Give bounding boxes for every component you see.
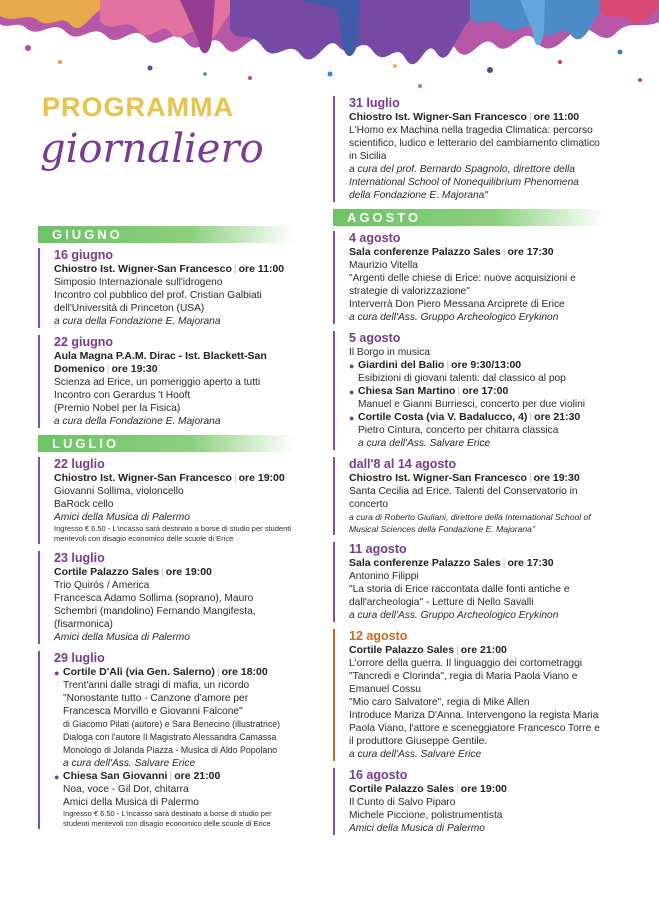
event-organizer: a cura dell'Ass. Gruppo Archeologico Erykinon: [349, 312, 559, 323]
event-description: Il Borgo in musica: [349, 347, 430, 358]
event-description: Michele Piccione, polistrumentista: [349, 810, 503, 821]
event-venue: [54, 350, 294, 376]
separator-icon: |: [502, 557, 506, 569]
event-block: [333, 542, 603, 622]
separator-icon: |: [233, 263, 237, 275]
venue-name: Cortile Palazzo Sales: [349, 644, 455, 656]
event-venue: [349, 246, 603, 259]
event-block: [333, 231, 603, 324]
separator-icon: |: [528, 111, 532, 123]
event-description: Francesca Adamo Sollima (soprano), Mauro Schembri (mandolino) Fernando Mangifesta, (fisarmonica): [54, 593, 256, 630]
event-venue: [349, 644, 603, 657]
event-venue: [54, 472, 294, 485]
separator-icon: |: [169, 770, 173, 782]
event-venue: [54, 566, 294, 579]
event-time: ore 19:00: [238, 472, 285, 484]
event-venue: [54, 666, 294, 679]
event-block: [333, 331, 603, 450]
event-organizer: a cura dell'Ass. Salvare Erice: [358, 438, 491, 449]
event-organizer: Amici della Musica di Palermo: [349, 823, 485, 834]
separator-icon: |: [216, 666, 220, 678]
event-description: L'Homo ex Machina nella tragedia Climatica: percorso scientifico, ludico e letterario del cambiamento climatico in Sicilia: [349, 125, 600, 162]
venue-name: Chiesa San Martino: [358, 385, 456, 397]
venue-name: Sala conferenze Palazzo Sales: [349, 246, 501, 258]
venue-name: Chiesa San Giovanni: [63, 770, 168, 782]
event-venue: [54, 263, 294, 276]
event-description: Maurizio Vitella: [349, 260, 418, 271]
event-date: 22 luglio: [54, 457, 105, 471]
event-date: 16 giugno: [54, 248, 114, 262]
event-description: Trio Quirós / America: [54, 580, 150, 591]
event-block: [38, 457, 294, 544]
event-block: [38, 248, 294, 328]
separator-icon: |: [456, 783, 459, 795]
event-date: dall'8 al 14 agosto: [349, 457, 457, 471]
event-time: ore 11:00: [533, 111, 580, 123]
event-description: Santa Cecilia ad Erice. Talenti del Conservatorio in concerto: [349, 486, 578, 510]
bullet-icon: ●: [54, 772, 60, 782]
event-description: Interverrà Don Piero Messana Arciprete di Erice: [349, 299, 565, 310]
event-time: ore 19:00: [460, 783, 507, 795]
venue-name: Giardini del Balio: [358, 359, 445, 371]
ticket-note: Ingresso € 6.50 - L'incasso sarà destinato a borse di studio per studenti meritevoli con disagio economico delle scuole di Erice: [63, 809, 272, 828]
event-date: 4 agosto: [349, 231, 401, 245]
right-column: [333, 96, 603, 842]
event-time: ore 21:00: [460, 644, 507, 656]
event-credits: Dialoga con l'autore Il Magistrato Alessandra Camassa: [63, 732, 277, 742]
event-block: [333, 457, 603, 535]
venue-name: Chiostro Ist. Wigner-San Francesco: [349, 111, 527, 123]
event-description: Incontro col pubblico del prof. Cristian Galbiati: [54, 290, 262, 301]
event-description: L'orrore della guerra. Il linguaggio dei cortometraggi "Tancredi e Clorinda", regia di Maria Paola Viano e Emanuel Cossu: [349, 658, 582, 695]
event-organizer: a cura di Roberto Giuliani, direttore della International School of Musical Sciences della Fondazione E. Majorana": [349, 512, 591, 534]
event-time: ore 17:30: [507, 246, 554, 258]
month-header: AGOSTO: [333, 209, 603, 226]
event-description: Incontro con Gerardus 't Hooft: [54, 390, 191, 401]
event-description: Noa, voce - Gil Dor, chitarra: [63, 784, 189, 795]
event-venue: [349, 359, 603, 372]
venue-name: Cortile Palazzo Sales: [349, 783, 455, 795]
event-description: (Premio Nobel per la Fisica): [54, 403, 181, 414]
event-credits: Monologo di Jolanda Piazza - Musica di Aldo Popolano: [63, 745, 278, 755]
event-description: Esibizioni di giovani talenti: dal classico al pop: [358, 373, 566, 384]
event-venue: [349, 385, 603, 398]
separator-icon: |: [106, 363, 110, 375]
event-description: Pietro Cintura, concerto per chitarra classica: [358, 425, 559, 436]
event-date: 16 agosto: [349, 768, 408, 782]
separator-icon: |: [457, 385, 461, 397]
event-organizer: Amici della Musica di Palermo: [54, 512, 190, 523]
event-date: 29 luglio: [54, 651, 105, 665]
month-header: GIUGNO: [38, 226, 294, 243]
event-organizer: a cura della Fondazione E. Majorana: [54, 316, 221, 327]
event-time: ore 19:00: [165, 566, 212, 578]
separator-icon: |: [161, 566, 164, 578]
event-description: Introduce Mariza D'Anna. Intervengono la regista Maria Paola Viano, l'attore e sceneggiatore Francesco Torre e il produttore Giuseppe Gentile.: [349, 710, 600, 747]
event-block: [333, 629, 603, 761]
event-organizer: a cura della Fondazione E. Majorana: [54, 416, 221, 427]
event-time: ore 17:00: [462, 385, 509, 397]
event-venue: [349, 111, 603, 124]
event-organizer: a cura dell'Ass. Gruppo Archeologico Erykinon: [349, 610, 559, 621]
event-date: 22 giugno: [54, 335, 114, 349]
venue-name: Chiostro Ist. Wigner-San Francesco: [54, 263, 232, 275]
separator-icon: |: [456, 644, 459, 656]
separator-icon: |: [502, 246, 506, 258]
venue-name: Sala conferenze Palazzo Sales: [349, 557, 501, 569]
bullet-icon: ●: [349, 361, 355, 371]
program-title: PROGRAMMA: [42, 92, 234, 122]
event-organizer: Amici della Musica di Palermo: [54, 632, 190, 643]
event-description: Giovanni Sollima, violoncello: [54, 486, 184, 497]
event-block: [38, 335, 294, 428]
bullet-icon: ●: [349, 387, 355, 397]
venue-name: Cortile D'Alì (via Gen. Salerno): [63, 666, 215, 678]
separator-icon: |: [233, 472, 237, 484]
event-description: "Nonostante tutto - Canzone d'amore per Francesca Morvillo e Giovanni Falcone": [63, 693, 249, 717]
event-description: "La storia di Erice raccontata dalle fonti antiche e dall'archeologia" - Letture di Nello Savalli: [349, 584, 570, 608]
bullet-icon: ●: [54, 668, 60, 678]
program-subtitle-script: giornaliero: [40, 126, 264, 172]
event-time: ore 19:30: [111, 363, 158, 375]
event-organizer: a cura dell'Ass. Salvare Erice: [63, 758, 196, 769]
event-venue: [54, 770, 294, 783]
event-date: 5 agosto: [349, 331, 401, 345]
venue-name: Chiostro Ist. Wigner-San Francesco: [349, 472, 527, 484]
venue-name: Cortile Costa (via V. Badalucco, 4): [358, 411, 528, 423]
event-time: ore 9:30/13:00: [451, 359, 522, 371]
event-block: [333, 768, 603, 835]
event-organizer: a cura del prof. Bernardo Spagnolo, direttore della International School of Nonequilibrium Phenomena della Fondazione E. Majorana": [349, 164, 579, 201]
event-description: BaRock cello: [54, 499, 114, 510]
event-description: Trent'anni dalle stragi di mafia, un ricordo: [63, 680, 250, 691]
event-description: Antonino Filippi: [349, 571, 419, 582]
event-time: ore 21:00: [174, 770, 221, 782]
separator-icon: |: [529, 411, 533, 423]
event-date: 12 agosto: [349, 629, 408, 643]
event-credits: di Giacomo Pilati (autore) e Sara Benecino (illustratrice): [63, 719, 281, 729]
event-date: 11 agosto: [349, 542, 407, 556]
event-description: Manuel e Gianni Burriesci, concerto per due violini: [358, 399, 586, 410]
ticket-note: Ingresso € 6.50 - L'incasso sarà destinato a borse di studio per studenti meritevoli con disagio economico delle scuole di Erice: [54, 524, 291, 543]
separator-icon: |: [446, 359, 450, 371]
event-date: 23 luglio: [54, 551, 105, 565]
event-time: ore 18:00: [221, 666, 268, 678]
event-venue: [349, 557, 603, 570]
event-venue: [349, 411, 603, 424]
event-description: Simposio Internazionale sull'idrogeno: [54, 277, 223, 288]
event-time: ore 19:30: [533, 472, 580, 484]
event-block: [333, 96, 603, 202]
bullet-icon: ●: [349, 413, 355, 423]
month-header: LUGLIO: [38, 435, 294, 452]
venue-name: Cortile Palazzo Sales: [54, 566, 160, 578]
paint-splash-banner: [0, 0, 659, 95]
separator-icon: |: [528, 472, 532, 484]
venue-name: Chiostro Ist. Wigner-San Francesco: [54, 472, 232, 484]
venue-name: Aula Magna P.A.M. Dirac - Ist. Blackett-San Domenico: [54, 350, 267, 375]
event-description: Il Cunto di Salvo Piparo: [349, 797, 456, 808]
event-time: ore 21:30: [534, 411, 581, 423]
event-time: ore 17:30: [507, 557, 554, 569]
event-description: dell'Università di Princeton (USA): [54, 303, 205, 314]
event-venue: [349, 783, 603, 796]
event-description: Scienza ad Erice, un pomeriggio aperto a tutti: [54, 377, 261, 388]
event-description: "Mio caro Salvatore", regia di Mike Allen: [349, 697, 530, 708]
event-date: 31 luglio: [349, 96, 400, 110]
event-venue: [349, 472, 603, 485]
event-description: "Argenti delle chiese di Erice: nuove acquisizioni e strategie di valorizzazione": [349, 273, 576, 297]
event-block: [38, 651, 294, 829]
event-organizer: a cura dell'Ass. Salvare Erice: [349, 749, 482, 760]
left-column: [38, 226, 294, 836]
event-time: ore 11:00: [238, 263, 285, 275]
event-block: [38, 551, 294, 644]
event-description: Amici della Musica di Palermo: [63, 797, 199, 808]
